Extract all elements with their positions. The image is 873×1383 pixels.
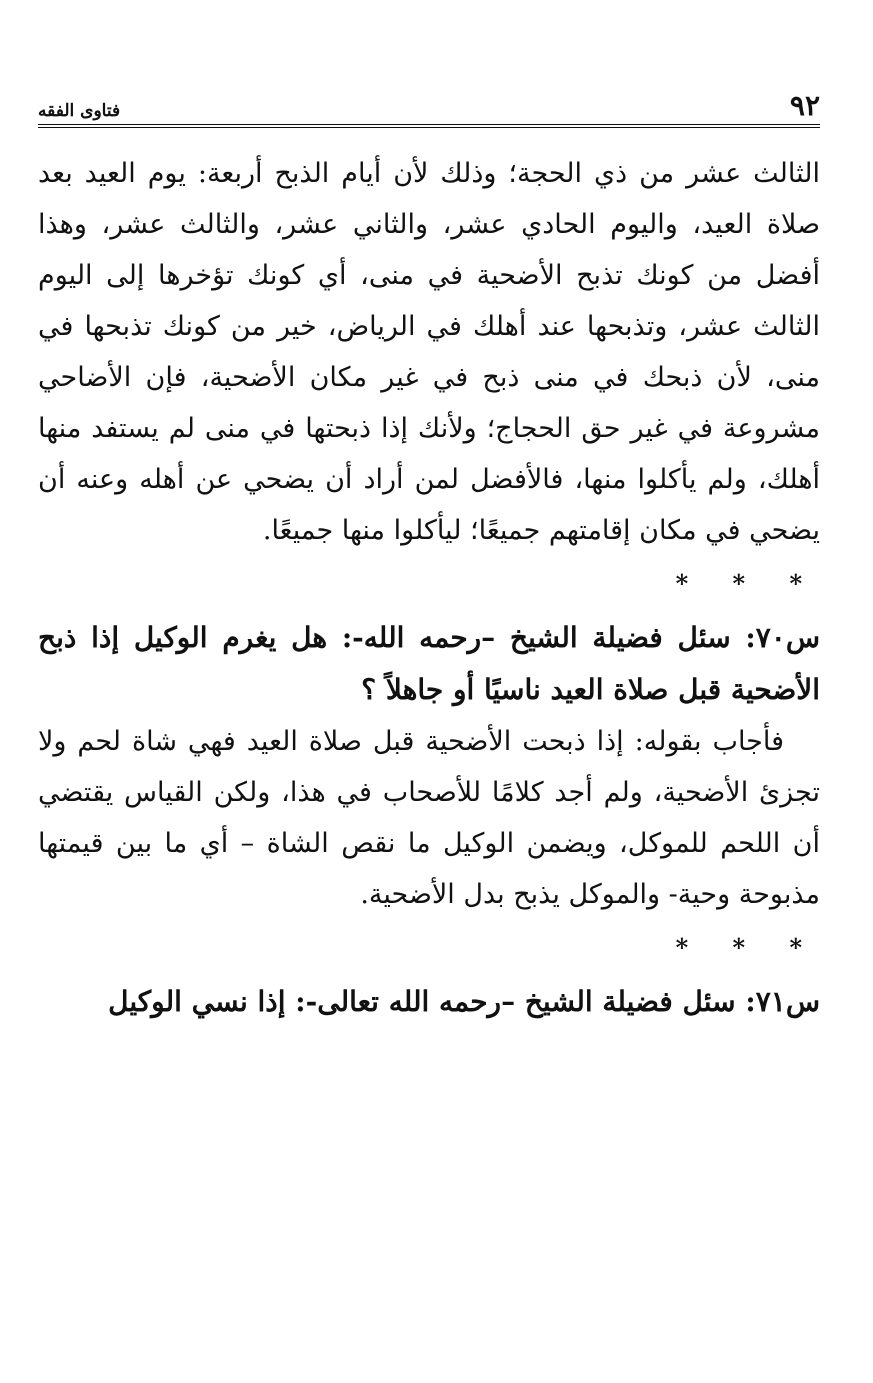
- page-number: ٩٢: [789, 89, 820, 122]
- book-title: فتاوى الفقه: [38, 101, 121, 121]
- answer-70: فأجاب بقوله: إذا ذبحت الأضحية قبل صلاة العيد فهي شاة لحم ولا تجزئ الأضحية، ولم أجد كلامًا للأصحاب في هذا، ولكن القياس يقتضي أن اللحم للموكل، ويضمن الوكيل ما نقص الشاة – أي ما بين قيمتها مذبوحة وحية- والموكل يذبح بدل الأضحية.: [38, 726, 820, 910]
- page-body: [38, 148, 820, 1028]
- section-separator-2: * * *: [675, 933, 820, 962]
- question-70: س٧٠: سئل فضيلة الشيخ –رحمه الله-: هل يغرم الوكيل إذا ذبح الأضحية قبل صلاة العيد ناسيًا أو جاهلاً ؟: [38, 621, 820, 706]
- section-separator: * * *: [675, 569, 820, 598]
- page-header: [38, 80, 820, 128]
- question-71: س٧١: سئل فضيلة الشيخ –رحمه الله تعالى-: إذا نسي الوكيل: [108, 985, 820, 1018]
- page: [38, 80, 820, 1028]
- paragraph-continuation: الثالث عشر من ذي الحجة؛ وذلك لأن أيام الذبح أربعة: يوم العيد بعد صلاة العيد، واليوم الحادي عشر، والثاني عشر، والثالث عشر، وهذا أفضل من كونك تذبح الأضحية في منى، أي كونك تؤخرها إلى اليوم الثالث عشر، وتذبحها عند أهلك في الرياض، خير من كونك تذبحها في منى، لأن ذبحك في منى ذبح في غير مكان الأضحية، فإن الأضاحي مشروعة في غير حق الحجاج؛ ولأنك إذا ذبحتها في منى لم يستفد منها أهلك، ولم يأكلوا منها، فالأفضل لمن أراد أن يضحي عن أهله وعنه أن يضحي في مكان إقامتهم جميعًا؛ ليأكلوا منها جميعًا.: [38, 158, 820, 546]
